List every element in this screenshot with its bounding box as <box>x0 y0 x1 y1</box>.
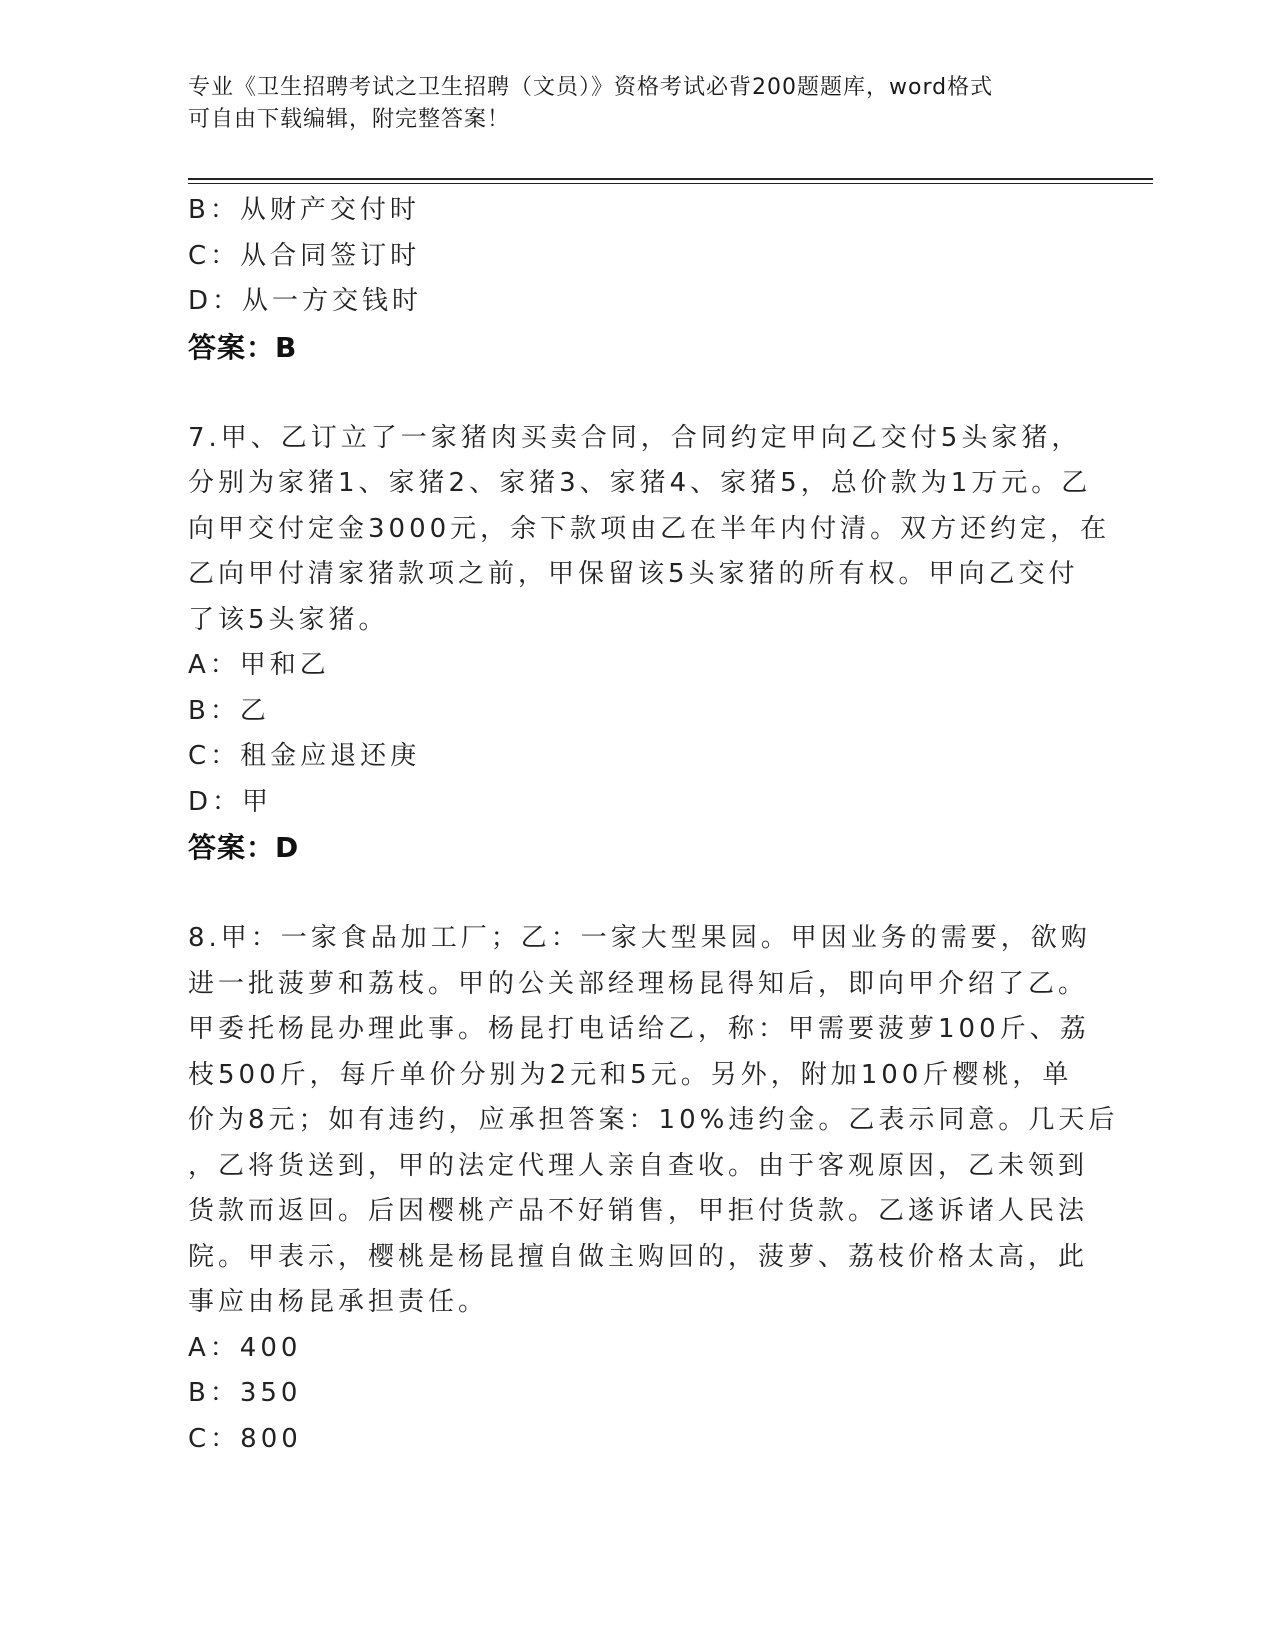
header-divider-thick <box>188 178 1153 180</box>
q7-stem-line-2: 分别为家猪1、家猪2、家猪3、家猪4、家猪5，总价款为1万元。乙 <box>188 468 1092 498</box>
q7-stem-line-4: 乙向甲付清家猪款项之前，甲保留该5头家猪的所有权。甲向乙交付 <box>188 559 1079 589</box>
q7-stem-line-3: 向甲交付定金3000元，余下款项由乙在半年内付清。双方还约定，在 <box>188 513 1111 544</box>
q8-stem-line-8: 院。甲表示，樱桃是杨昆擅自做主购回的，菠萝、荔枝价格太高，此 <box>188 1241 1089 1272</box>
q6-answer: 答案：B <box>188 330 298 364</box>
spacer <box>188 871 1088 917</box>
header-line-1: 专业《卫生招聘考试之卫生招聘（文员）》资格考试必背200题题库，word格式 <box>188 75 994 100</box>
q6-option-d: D：从一方交钱时 <box>188 286 423 316</box>
q7-option-a: A：甲和乙 <box>188 650 330 680</box>
q8-stem-line-2: 进一批菠萝和荔枝。甲的公关部经理杨昆得知后，即向甲介绍了乙。 <box>188 968 1089 999</box>
q8-option-b: B：350 <box>188 1378 302 1408</box>
question-7 <box>188 416 1111 871</box>
document-header <box>188 72 1088 136</box>
q8-stem-line-6: ，乙将货送到，甲的法定代理人亲自查收。由于客观原因，乙未领到 <box>188 1150 1089 1181</box>
q7-stem-line-1: 7.甲、乙订立了一家猪肉买卖合同，合同约定甲向乙交付5头家猪， <box>188 422 1082 453</box>
q6-option-c: C：从合同签订时 <box>188 240 421 271</box>
document-body <box>188 188 1119 1462</box>
q8-stem-line-9: 事应由杨昆承担责任。 <box>188 1287 489 1317</box>
q7-option-d: D：甲 <box>188 786 273 817</box>
q8-stem-line-3: 甲委托杨昆办理此事。杨昆打电话给乙，称：甲需要菠萝100斤、荔 <box>188 1014 1090 1044</box>
spacer <box>188 370 1088 416</box>
q7-option-b: B：乙 <box>188 695 270 726</box>
q7-option-c: C：租金应退还庚 <box>188 741 421 771</box>
question-8 <box>188 916 1119 1462</box>
q6-option-b: B：从财产交付时 <box>188 195 420 225</box>
q7-answer: 答案：D <box>188 831 300 864</box>
q8-stem-line-7: 货款而返回。后因樱桃产品不好销售，甲拒付货款。乙遂诉诸人民法 <box>188 1196 1089 1226</box>
q8-option-a: A：400 <box>188 1332 302 1363</box>
q8-stem-line-1: 8.甲：一家食品加工厂；乙：一家大型果园。甲因业务的需要，欲购 <box>188 923 1091 953</box>
header-line-2: 可自由下载编辑，附完整答案！ <box>188 107 511 132</box>
header-divider-thin <box>188 183 1153 184</box>
q8-option-c: C：800 <box>188 1423 302 1454</box>
q8-stem-line-4: 枝500斤，每斤单价分别为2元和5元。另外，附加100斤樱桃，单 <box>188 1059 1073 1090</box>
question-6-continued <box>188 188 1088 370</box>
q7-stem-line-5: 了该5头家猪。 <box>188 604 389 635</box>
q8-stem-line-5: 价为8元；如有违约，应承担答案：10%违约金。乙表示同意。几天后 <box>188 1105 1119 1135</box>
